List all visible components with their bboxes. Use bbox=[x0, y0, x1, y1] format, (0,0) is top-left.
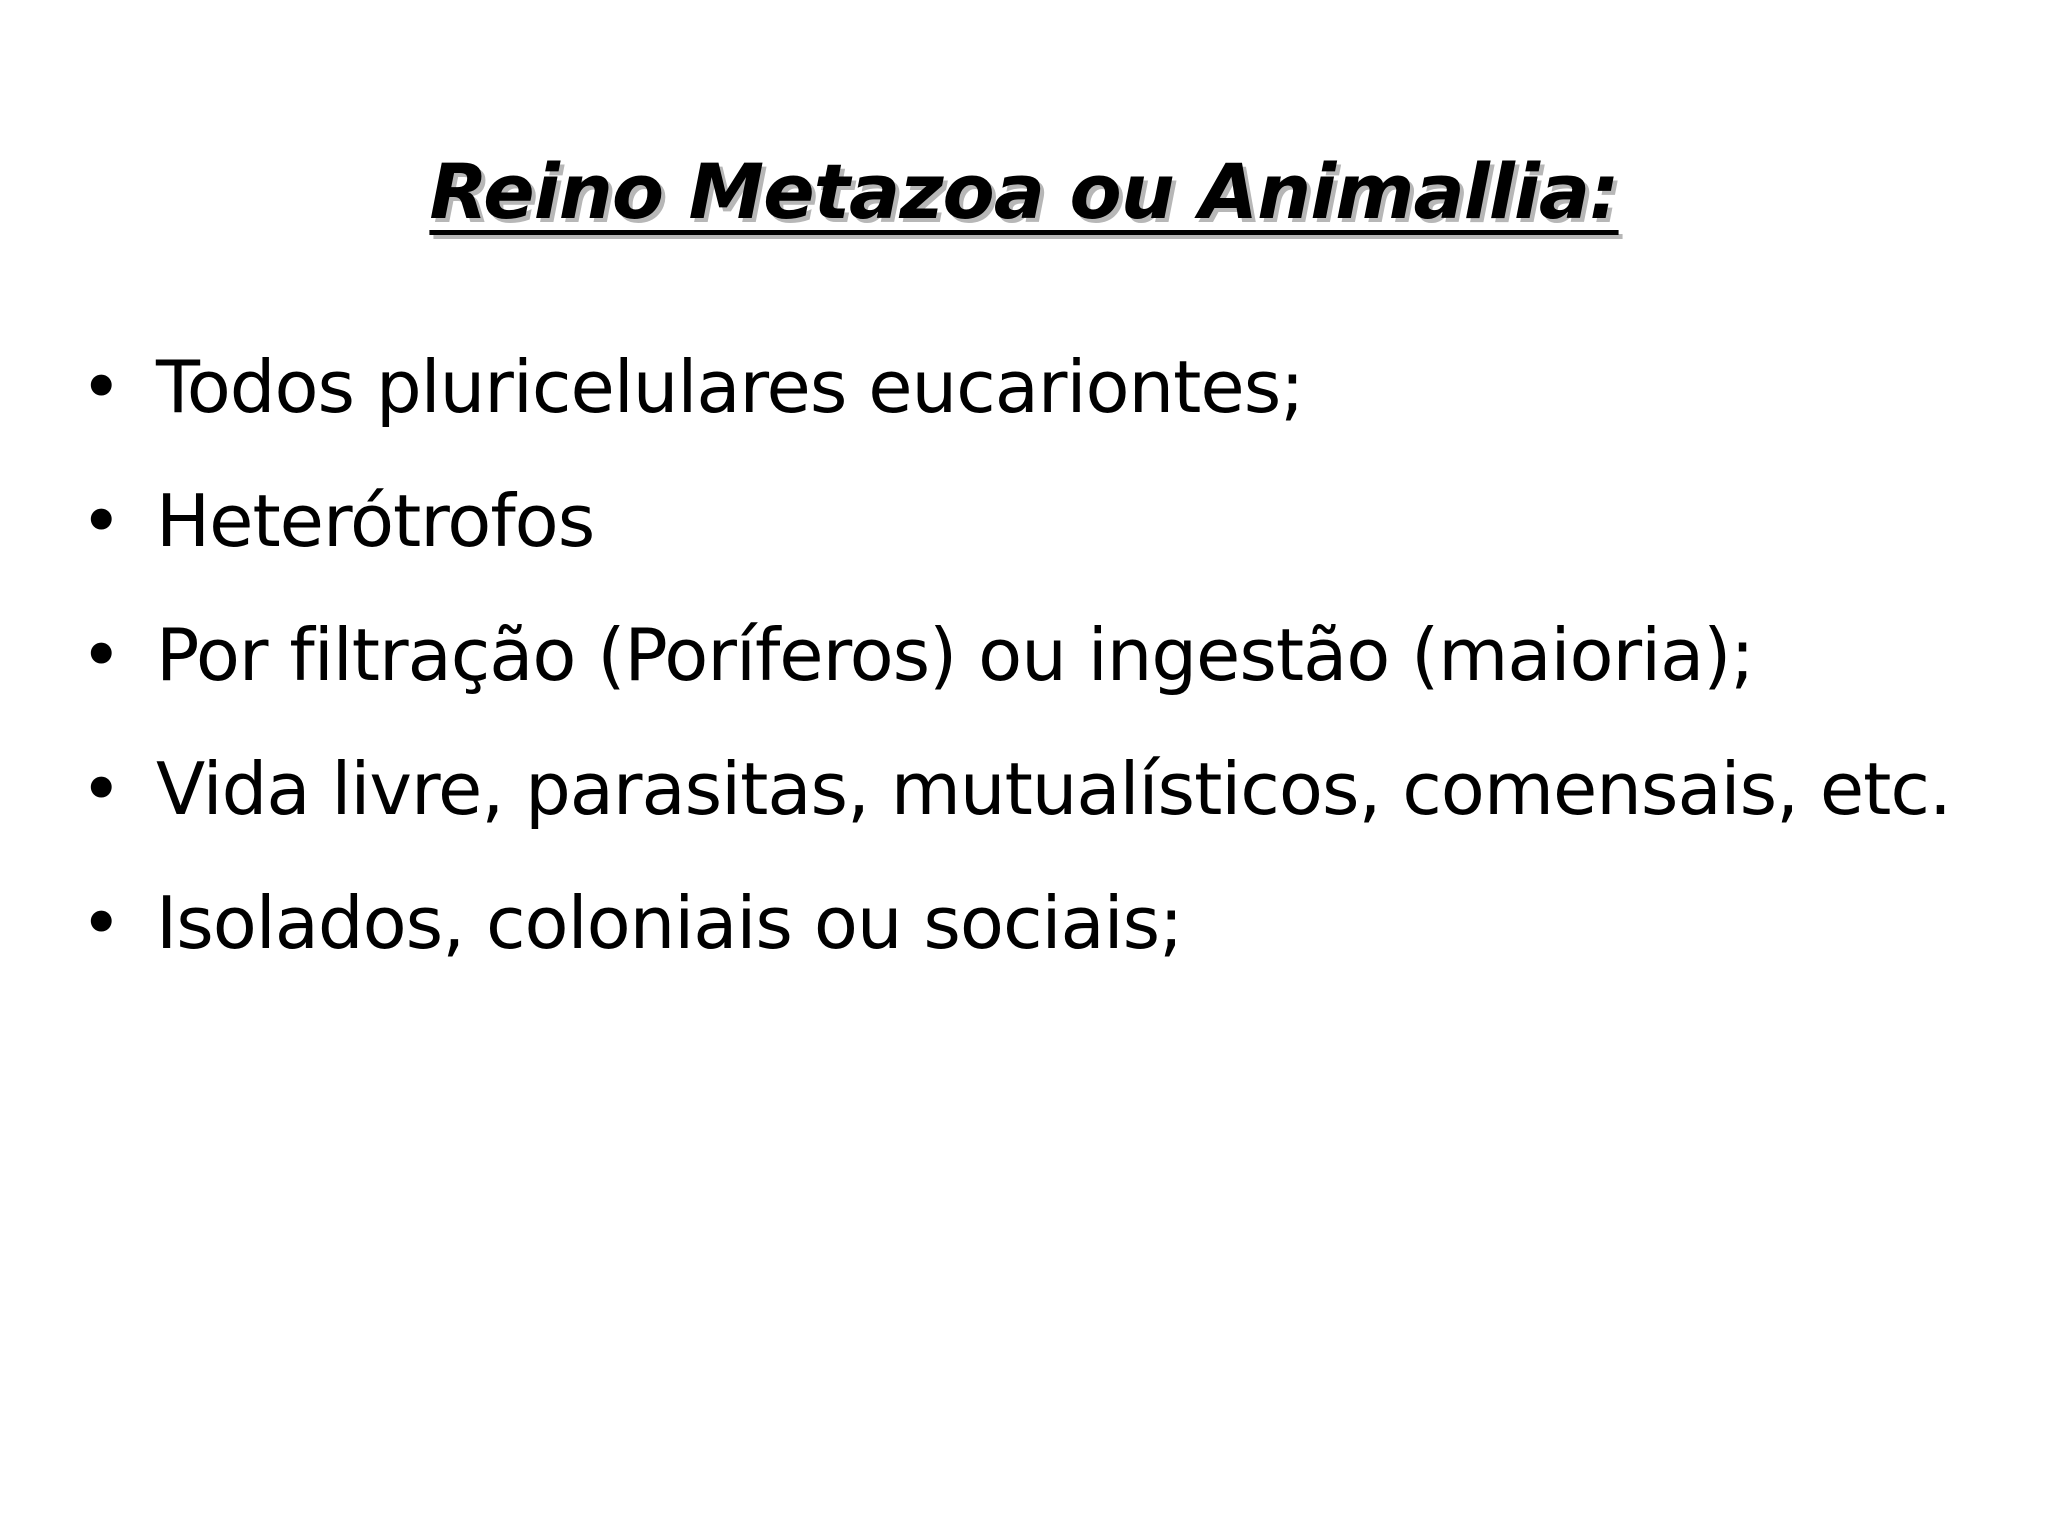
bullet-text: Vida livre, parasitas, mutualísticos, comensais, etc. bbox=[156, 747, 1951, 831]
bullet-icon: • bbox=[80, 479, 122, 563]
bullet-item bbox=[72, 330, 1972, 444]
bullet-item bbox=[72, 598, 1972, 712]
bullet-item bbox=[72, 732, 1972, 846]
bullet-icon: • bbox=[80, 881, 122, 965]
bullet-text: Todos pluricelulares eucariontes; bbox=[156, 345, 1304, 429]
slide-title: Reino Metazoa ou Animallia: bbox=[429, 147, 1619, 236]
bullet-icon: • bbox=[80, 613, 122, 697]
bullet-item bbox=[72, 464, 1972, 578]
bullet-list bbox=[72, 330, 1972, 1000]
bullet-text: Por filtração (Poríferos) ou ingestão (maioria); bbox=[156, 613, 1754, 697]
bullet-text: Isolados, coloniais ou sociais; bbox=[156, 881, 1183, 965]
bullet-icon: • bbox=[80, 747, 122, 831]
bullet-icon: • bbox=[80, 345, 122, 429]
bullet-item bbox=[72, 866, 1972, 980]
bullet-text: Heterótrofos bbox=[156, 479, 595, 563]
